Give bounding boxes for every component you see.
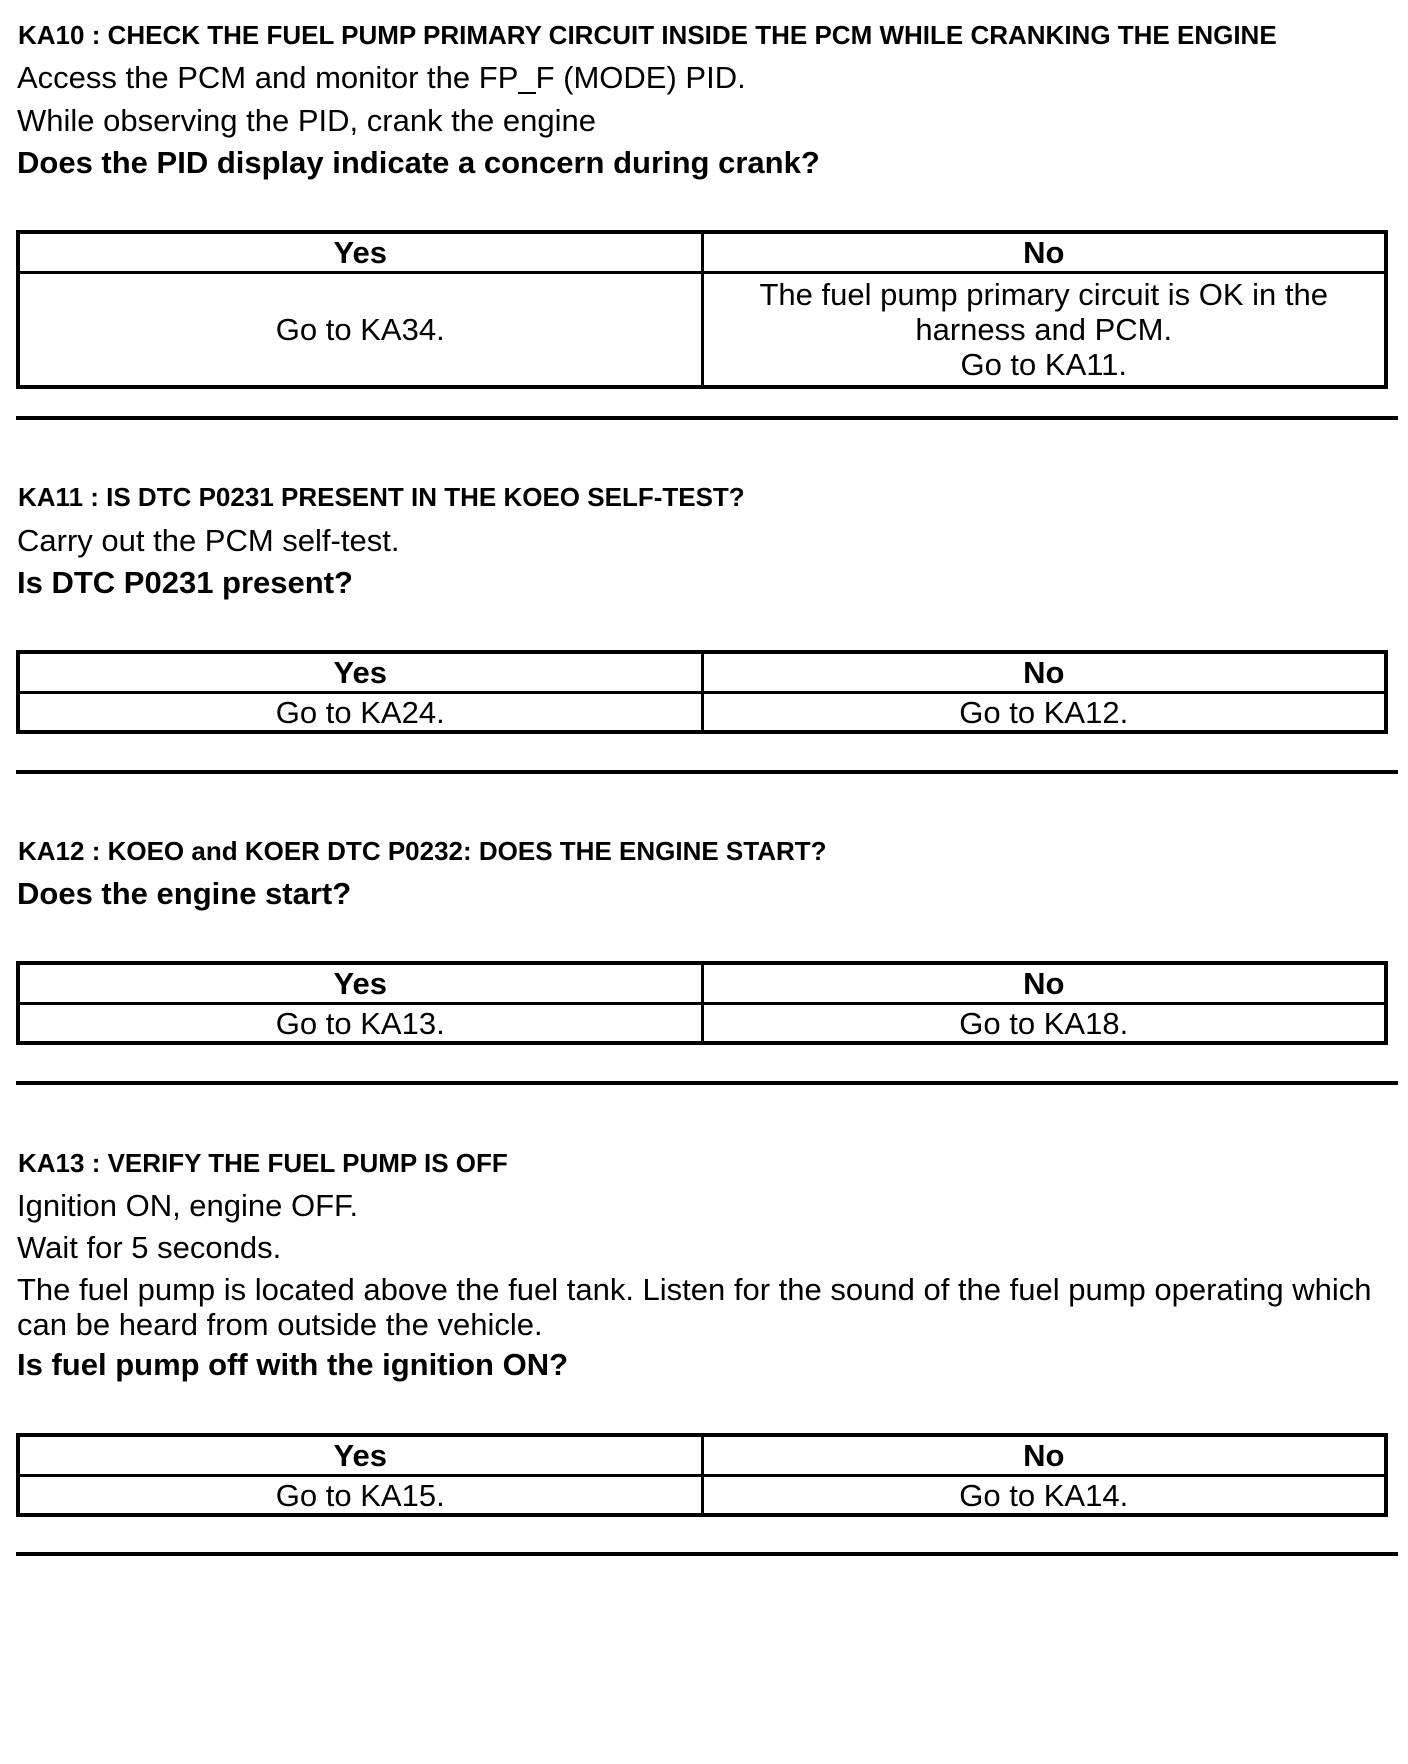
step-heading: KA13 : VERIFY THE FUEL PUMP IS OFF — [18, 1148, 508, 1178]
step-heading: KA11 : IS DTC P0231 PRESENT IN THE KOEO SELF-TEST? — [18, 482, 745, 512]
section-divider — [16, 1081, 1398, 1085]
yes-header: Yes — [18, 963, 702, 1004]
instruction-line: The fuel pump is located above the fuel tank. Listen for the sound of the fuel pump operating which can be heard from outside the vehicle. — [17, 1272, 1372, 1342]
instruction-line: While observing the PID, crank the engine — [17, 103, 596, 138]
instruction-line: Wait for 5 seconds. — [17, 1230, 282, 1265]
section-divider — [16, 1552, 1398, 1556]
no-header: No — [702, 963, 1386, 1004]
answer-table — [16, 650, 1388, 734]
step-question: Is fuel pump off with the ignition ON? — [17, 1347, 569, 1382]
no-action: Go to KA14. — [702, 1476, 1386, 1516]
no-action-line: harness and PCM. — [915, 312, 1173, 347]
step-question: Is DTC P0231 present? — [17, 565, 353, 600]
step-heading: KA12 : KOEO and KOER DTC P0232: DOES THE ENGINE START? — [18, 836, 827, 866]
instruction-line: Carry out the PCM self-test. — [17, 523, 400, 558]
yes-action: Go to KA34. — [18, 273, 702, 388]
no-action-line: Go to KA11. — [960, 347, 1128, 382]
section-divider — [16, 416, 1398, 420]
no-header: No — [702, 232, 1386, 273]
step-question: Does the engine start? — [17, 876, 352, 911]
no-action-line: The fuel pump primary circuit is OK in the — [759, 277, 1329, 312]
yes-action: Go to KA15. — [18, 1476, 702, 1516]
step-heading: KA10 : CHECK THE FUEL PUMP PRIMARY CIRCUIT INSIDE THE PCM WHILE CRANKING THE ENGINE — [18, 20, 1277, 50]
instruction-line: Ignition ON, engine OFF. — [17, 1188, 359, 1223]
instruction-line: Access the PCM and monitor the FP_F (MODE) PID. — [17, 60, 746, 95]
yes-action: Go to KA24. — [18, 693, 702, 733]
no-action: Go to KA12. — [702, 693, 1386, 733]
answer-table — [16, 230, 1388, 389]
section-divider — [16, 770, 1398, 774]
answer-table — [16, 961, 1388, 1045]
no-action — [702, 273, 1386, 388]
yes-action: Go to KA13. — [18, 1004, 702, 1044]
no-header: No — [702, 652, 1386, 693]
yes-header: Yes — [18, 232, 702, 273]
yes-header: Yes — [18, 652, 702, 693]
step-question: Does the PID display indicate a concern during crank? — [17, 145, 820, 180]
no-header: No — [702, 1435, 1386, 1476]
answer-table — [16, 1433, 1388, 1517]
no-action: Go to KA18. — [702, 1004, 1386, 1044]
yes-header: Yes — [18, 1435, 702, 1476]
